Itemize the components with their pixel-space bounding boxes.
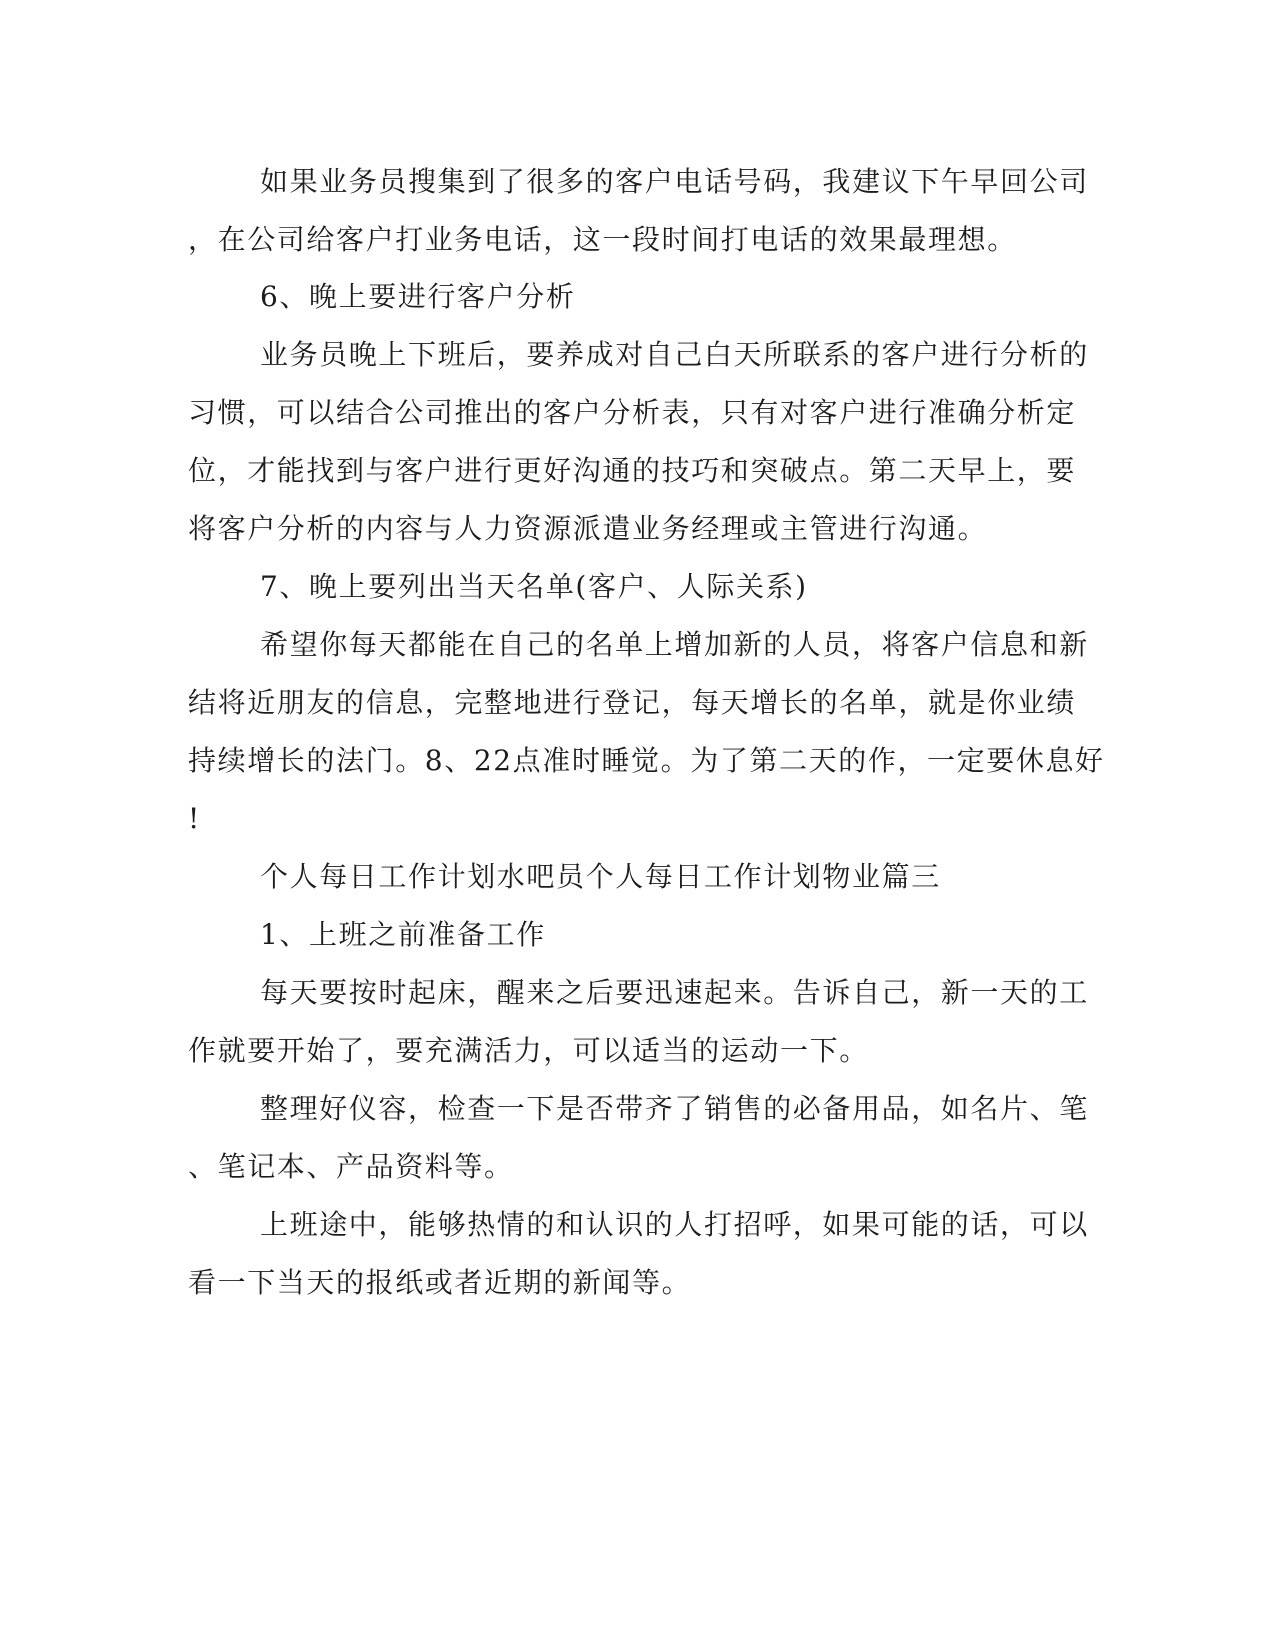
paragraph-line: 、笔记本、产品资料等。 [188, 1150, 514, 1183]
paragraph-line: ，在公司给客户打业务电话，这一段时间打电话的效果最理想。 [188, 223, 1017, 256]
section-heading: 7、晚上要列出当天名单(客户、人际关系) [260, 570, 808, 603]
paragraph-line: 每天要按时起床，醒来之后要迅速起来。告诉自己，新一天的工 [260, 976, 1089, 1009]
paragraph-line: 习惯，可以结合公司推出的客户分析表，只有对客户进行准确分析定 [188, 396, 1077, 429]
paragraph-line: 业务员晚上下班后，要养成对自己白天所联系的客户进行分析的 [260, 338, 1089, 371]
paragraph-line: 持续增长的法门。8、22点准时睡觉。为了第二天的作，一定要休息好 [188, 744, 1105, 777]
paragraph-line: 如果业务员搜集到了很多的客户电话号码，我建议下午早回公司 [260, 165, 1089, 198]
paragraph-line: 上班途中，能够热情的和认识的人打招呼，如果可能的话，可以 [260, 1208, 1089, 1241]
section-heading: 6、晚上要进行客户分析 [260, 280, 576, 313]
paragraph-line: 希望你每天都能在自己的名单上增加新的人员，将客户信息和新 [260, 628, 1089, 661]
section-title: 个人每日工作计划水吧员个人每日工作计划物业篇三 [260, 860, 941, 893]
paragraph-line: 将客户分析的内容与人力资源派遣业务经理或主管进行沟通。 [188, 512, 988, 545]
paragraph-line: 作就要开始了，要充满活力，可以适当的运动一下。 [188, 1034, 869, 1067]
paragraph-line: 整理好仪容，检查一下是否带齐了销售的必备用品，如名片、笔 [260, 1092, 1089, 1125]
paragraph-line: 看一下当天的报纸或者近期的新闻等。 [188, 1266, 692, 1299]
paragraph-line: ! [188, 802, 201, 835]
section-heading: 1、上班之前准备工作 [260, 918, 546, 951]
paragraph-line: 结将近朋友的信息，完整地进行登记，每天增长的名单，就是你业绩 [188, 686, 1077, 719]
paragraph-line: 位，才能找到与客户进行更好沟通的技巧和突破点。第二天早上，要 [188, 454, 1077, 487]
